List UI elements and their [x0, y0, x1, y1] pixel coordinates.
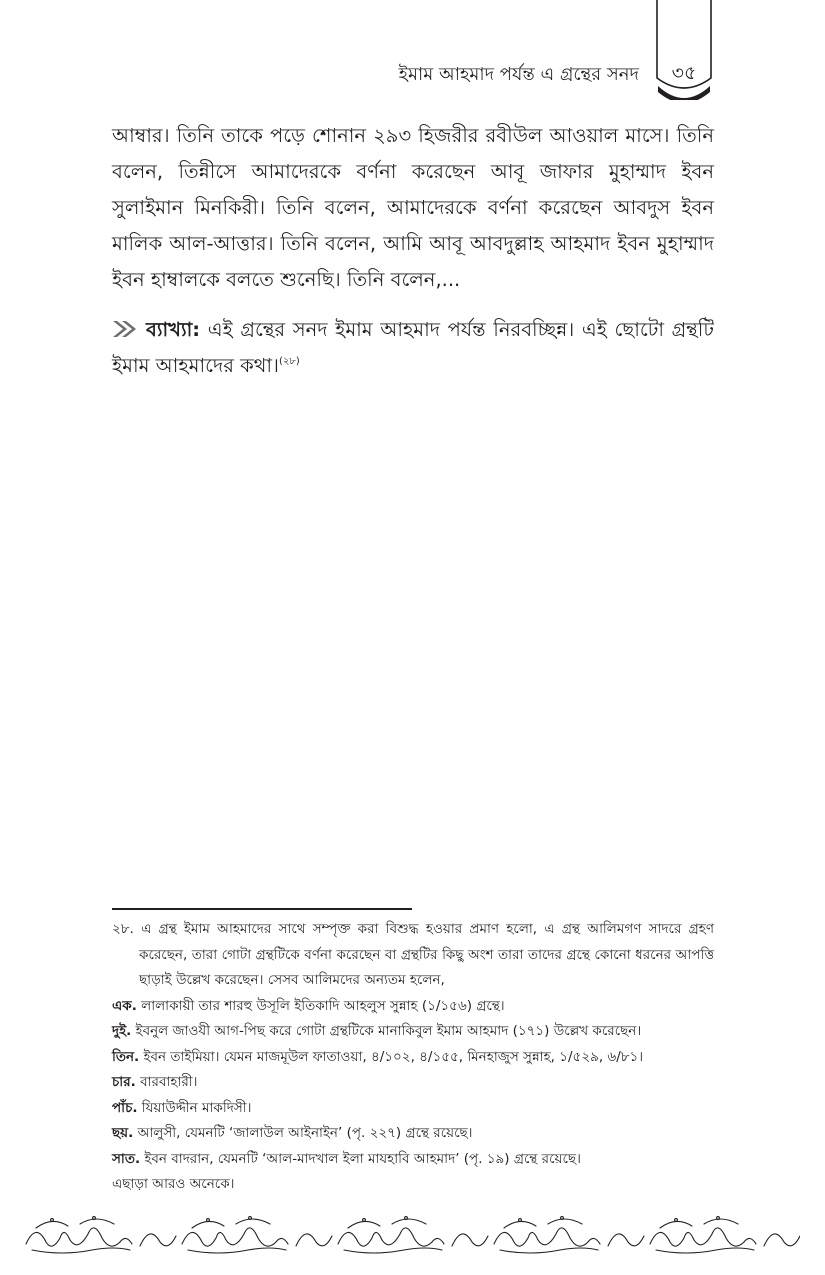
footnote-item-text: ইবনুল জাওযী আগ-পিছ করে গোটা গ্রন্থটিকে মানাকিবুল ইমাম আহমাদ (১৭১) উল্লেখ করেছেন।	[135, 1023, 642, 1039]
explanation-text: এই গ্রন্থের সনদ ইমাম আহমাদ পর্যন্ত নিরবচ্ছিন্ন। এই ছোটো গ্রন্থটি ইমাম আহমাদের কথা।	[112, 318, 714, 377]
footnote-item-text: যিয়াউদ্দীন মাকদিসী।	[141, 1099, 252, 1116]
footnote-item-label: সাত.	[112, 1150, 141, 1167]
footnote-item	[112, 1070, 714, 1096]
footnote-item-text: ইবন তাইমিয়া। যেমন মাজমূউল ফাতাওয়া, ৪/১০২, ৪/১৫৫, মিনহাজুস সুন্নাহ, ১/৫২৯, ৬/৮১।	[143, 1048, 644, 1065]
running-head: ইমাম আহমাদ পর্যন্ত এ গ্রন্থের সনদ	[398, 64, 639, 85]
footnote-divider	[112, 908, 412, 910]
footnote-item-text: ইবন বাদরান, যেমনটি ‘আল-মাদখাল ইলা মাযহাবি আহমাদ’ (পৃ. ১৯) গ্রন্থে রয়েছে।	[144, 1150, 581, 1167]
footnote-closing: এছাড়া আরও অনেকে।	[112, 1176, 235, 1192]
footnote-item-label: পাঁচ.	[112, 1099, 138, 1116]
footnote-item-label: দুই.	[112, 1023, 132, 1039]
double-chevron-icon	[112, 320, 138, 338]
calligraphy-border-ornament	[22, 1212, 800, 1256]
footnote-item-label: ছয়.	[112, 1125, 134, 1141]
footnote-item	[112, 994, 714, 1020]
footnote-item-text: আলুসী, যেমনটি ‘জালাউল আইনাইন’ (পৃ. ২২৭) গ্রন্থে রয়েছে।	[137, 1125, 473, 1141]
explanation-label: ব্যাখ্যা:	[146, 318, 201, 341]
footnote-item-label: চার.	[112, 1074, 136, 1090]
footnote-item	[112, 1045, 714, 1071]
footnote-item-label: তিন.	[112, 1048, 140, 1065]
footnote-item-label: এক.	[112, 997, 137, 1014]
footnotes	[112, 917, 714, 1198]
footnote-item	[112, 1019, 714, 1045]
footnote-item-text: বারবাহারী।	[140, 1074, 198, 1090]
main-paragraph: আম্বার। তিনি তাকে পড়ে শোনান ২৯৩ হিজরীর রবীউল আওয়াল মাসে। তিনি বলেন, তিন্নীসে আমাদেরকে বর্ণনা করেছেন আবূ জাফার মুহাম্মাদ ইবন সুলাইমান মিনকিরী। তিনি বলেন, আমাদেরকে বর্ণনা করেছেন আবদুস ইবন মালিক আল-আত্তার। তিনি বলেন, আমি আবূ আবদুল্লাহ আহমাদ ইবন মুহাম্মাদ ইবন হাম্বালকে বলতে শুনেছি। তিনি বলেন,...	[112, 124, 714, 291]
main-text	[112, 118, 714, 384]
footnote-item-text: লালাকায়ী তার শারহু উসূলি ইতিকাদি আহলুস সুন্নাহ (১/১৫৬) গ্রন্থে।	[141, 997, 505, 1014]
footnote-item	[112, 1147, 714, 1173]
footnote-item	[112, 1121, 714, 1147]
footnote-item	[112, 1096, 714, 1122]
footnote-main: ২৮. এ গ্রন্থ ইমাম আহমাদের সাথে সম্পৃক্ত করা বিশুদ্ধ হওয়ার প্রমাণ হলো, এ গ্রন্থ আলিমগণ সাদরে গ্রহণ করেছেন, তারা গোটা গ্রন্থটিকে বর্ণনা করেছেন বা গ্রন্থটির কিছু অংশ তারা তাদের গ্রন্থে কোনো ধরনের আপত্তি ছাড়াই উল্লেখ করেছেন। সেসব আলিমদের অন্যতম হলেন,	[112, 921, 714, 988]
page-number: ৩৫	[671, 62, 697, 84]
footnote-reference: (২৮)	[279, 356, 300, 367]
explanation-paragraph	[112, 312, 714, 384]
